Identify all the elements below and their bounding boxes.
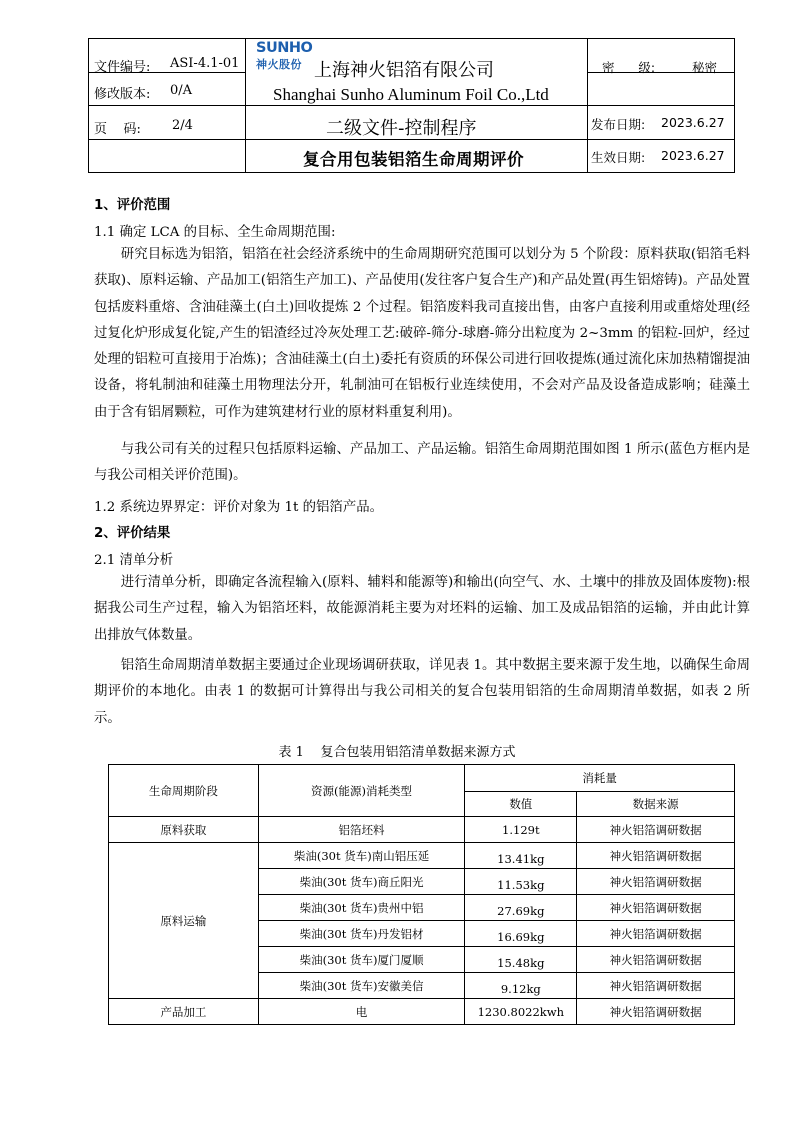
cell-value-text: 16.69kg [497,930,545,944]
header-border-bottom [88,172,735,173]
section-1-heading: 1、评价范围 [94,198,171,213]
cell-source: 神火铝箔调研数据 [577,973,735,999]
secret-label: 密 级: [602,60,656,75]
logo-subtext: 神火股份 [256,58,302,71]
logo-wordmark: SUNHO [256,40,313,56]
cell-type: 电 [258,999,465,1025]
cell-value: 1.129t [465,817,577,843]
document-level: 二级文件-控制程序 [326,118,477,139]
header-border-top [88,38,735,39]
cell-value-text: 11.53kg [497,878,545,892]
section-2-heading: 2、评价结果 [94,526,171,541]
cell-stage: 原料获取 [109,817,259,843]
page-label: 页 码: [94,122,141,137]
cell-source: 神火铝箔调研数据 [577,999,735,1025]
paragraph-inventory-data: 铝箔生命周期清单数据主要通过企业现场调研获取，详见表 1。其中数据主要来源于发生地，以确保生命周期评价的本地化。由表 1 的数据可计算得出与我公司相关的复合包装用铝箔的生命周期清单数据，如表 2 所示。 [94,658,750,726]
header-cell-type: 资源(能源)消耗类型 [258,765,465,817]
cell-type: 柴油(30t 货车)南山铝压延 [258,843,465,869]
paragraph-inventory-analysis: 进行清单分析，即确定各流程输入(原料、辅料和能源等)和输出(向空气、水、土壤中的排放及固体废物):根据我公司生产过程，输入为铝箔坯料，故能源消耗主要为对坯料的运输、加工及成品铝箔的运输，并由此计算出排放气体数量。 [94,575,750,643]
cell-source: 神火铝箔调研数据 [577,869,735,895]
company-name-english: Shanghai Sunho Aluminum Foil Co.,Ltd [273,85,549,104]
cell-value: 1230.8022kwh [465,999,577,1025]
publish-date-label: 发布日期: [591,117,646,132]
cell-source: 神火铝箔调研数据 [577,817,735,843]
doc-number-label: 文件编号: [94,60,151,75]
version-value: 0/A [170,83,193,98]
cell-type: 铝箔坯料 [258,817,465,843]
cell-stage: 原料运输 [109,843,259,999]
header-rule [245,38,246,173]
cell-value [465,895,577,921]
paragraph-company-scope: 与我公司有关的过程只包括原料运输、产品加工、产品运输。铝箔生命周期范围如图 1 所示(蓝色方框内是与我公司相关评价范围)。 [94,442,750,484]
cell-value-text: 9.12kg [500,982,541,996]
cell-value [465,843,577,869]
table-header-row [109,765,735,792]
cell-source: 神火铝箔调研数据 [577,843,735,869]
company-logo [256,38,316,70]
inventory-data-table [108,764,735,1025]
page-value: 2/4 [172,118,193,133]
cell-value-text: 13.41kg [497,852,545,866]
cell-source: 神火铝箔调研数据 [577,921,735,947]
effective-date-value: 2023.6.27 [661,148,725,163]
cell-value [465,869,577,895]
secret-value: 秘密 [692,60,718,75]
header-cell-consumption: 消耗量 [465,765,735,792]
company-name-chinese: 上海神火铝箔有限公司 [314,60,494,81]
cell-value-text: 15.48kg [497,956,545,970]
table-caption: 表 1 复合包装用铝箔清单数据来源方式 [278,745,516,760]
cell-type: 柴油(30t 货车)厦门厦顺 [258,947,465,973]
header-cell-value: 数值 [465,792,577,817]
subsection-2-1: 2.1 清单分析 [94,553,174,568]
paragraph-lca-scope: 研究目标选为铝箔，铝箔在社会经济系统中的生命周期研究范围可以划分为 5 个阶段：原料获取(铝箔毛料获取)、原料运输、产品加工(铝箔生产加工)、产品使用(发往客户复合生产)和产品处置(再生铝熔铸)。产品处置包括废料重熔、含油硅藻土(白土)回收提炼 2 个过程。铝箔废料我司直接出售，由客户直接利用或重熔处理(经过复化炉形成复化锭,产生的铝渣经过冷灰处理工艺:破碎-筛分-球磨-筛分出粒度为 2~3mm 的铝粒-回炉，经过处理的铝粒可直接用于冶炼)；含油硅藻土(白土)委托有资质的环保公司进行回收提炼(通过流化床加热精馏提油设备，将轧制油和硅藻土用物理法分开，轧制油可在铝板行业连续使用，不会对产品及设备造成影响；硅藻土由于含有铝屑颗粒，可作为建筑建材行业的原材料重复利用)。 [94,247,750,420]
subsection-1-2: 1.2 系统边界界定：评价对象为 1t 的铝箔产品。 [94,500,383,515]
cell-stage: 产品加工 [109,999,259,1025]
header-rule [88,105,735,106]
header-border-right [734,38,735,173]
table-row [109,843,735,869]
table-row [109,817,735,843]
version-label: 修改版本: [94,87,151,102]
table-row [109,999,735,1025]
cell-value [465,921,577,947]
cell-type: 柴油(30t 货车)丹发铝材 [258,921,465,947]
document-header [88,38,735,173]
doc-number-value: ASI-4.1-01 [170,56,240,71]
subsection-1-1: 1.1 确定 LCA 的目标、全生命周期范围: [94,225,336,240]
cell-value [465,973,577,999]
publish-date-value: 2023.6.27 [661,115,725,130]
header-cell-stage: 生命周期阶段 [109,765,259,817]
cell-value-text: 27.69kg [497,904,545,918]
header-border-left [88,38,89,173]
effective-date-label: 生效日期: [591,150,646,165]
cell-value [465,947,577,973]
document-title: 复合用包装铝箔生命周期评价 [303,150,524,169]
cell-source: 神火铝箔调研数据 [577,947,735,973]
header-cell-source: 数据来源 [577,792,735,817]
cell-type: 柴油(30t 货车)商丘阳光 [258,869,465,895]
header-rule [587,38,588,173]
cell-type: 柴油(30t 货车)安徽美信 [258,973,465,999]
cell-type: 柴油(30t 货车)贵州中铝 [258,895,465,921]
cell-source: 神火铝箔调研数据 [577,895,735,921]
